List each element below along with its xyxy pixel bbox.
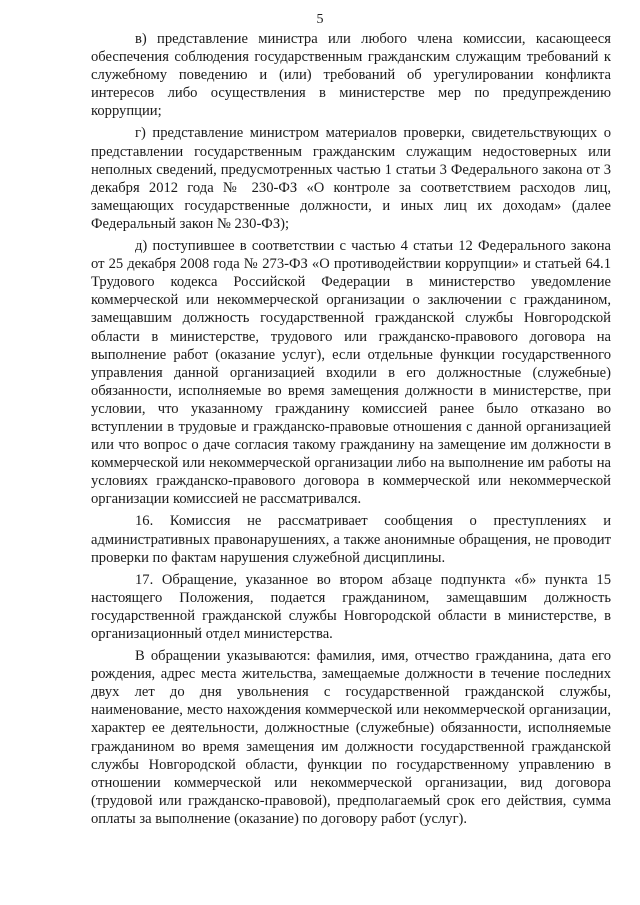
paragraph-item-16: 16. Комиссия не рассматривает сообщения о преступлениях и административных правонарушениях, а также анонимные обращения, не проводит проверки по фактам нарушения служебной дисциплины.: [91, 513, 611, 566]
paragraph-appeal-contents: В обращении указываются: фамилия, имя, отчество гражданина, дата его рождения, адрес места жительства, замещаемые должности в течение последних двух лет до дня увольнения с государственной гражданской службы, наименование, место нахождения коммерческой или некоммерческой организации, характер ее деятельности, должностные (служебные) обязанности, исполняемые гражданином во время замещения им должности государственной гражданской службы Новгородской области, функции по государственному управлению в отношении коммерческой или некоммерческой организации, вид договора (трудовой или гражданско-правовой), предполагаемый срок его действия, сумма оплаты за выполнение (оказание) по договору работ (услуг).: [91, 648, 611, 827]
paragraph-clause-v: в) представление министра или любого члена комиссии, касающееся обеспечения соблюдения государственным гражданским служащим требований к служебному поведению и (или) требований об урегулировании конфликта интересов либо осуществления в министерстве мер по предупреждению коррупции;: [91, 31, 611, 120]
paragraph-clause-g: г) представление министром материалов проверки, свидетельствующих о представлении государственным гражданским служащим недостоверных или неполных сведений, предусмотренных частью 1 статьи 3 Федерального закона от 3 декабря 2012 года № 230-ФЗ «О контроле за соответствием расходов лиц, замещающих государственные должности, и иных лиц их доходам» (далее Федеральный закон № 230-ФЗ);: [91, 125, 611, 232]
page-number: 5: [316, 12, 324, 27]
paragraph-item-17: 17. Обращение, указанное во втором абзаце подпункта «б» пункта 15 настоящего Положения, подается гражданином, замещавшим должность государственной гражданской службы Новгородской области в министерстве, в организационный отдел министерства.: [91, 571, 611, 642]
paragraph-clause-d: д) поступившее в соответствии с частью 4 статьи 12 Федерального закона от 25 декабря 2008 года № 273-ФЗ «О противодействии коррупции» и статьей 64.1 Трудового кодекса Российской Федерации в министерство уведомление коммерческой или некоммерческой организации о заключении с гражданином, замещавшим должность государственной гражданской службы Новгородской области в министерстве, трудового или гражданско-правового договора на выполнение работ (оказание услуг), если отдельные функции государственного управления данной организацией входили в его должностные (служебные) обязанности, исполняемые во время замещения должности в министерстве, при условии, что указанному гражданину комиссией ранее было отказано во вступлении в трудовые и гражданско-правовые отношения с данной организацией или что вопрос о даче согласия такому гражданину на замещение им должности в коммерческой или некоммерческой организации либо на выполнение им работы на условиях гражданско-правового договора в коммерческой или некоммерческой организации комиссией не рассматривался.: [91, 238, 611, 508]
document-body: [91, 30, 611, 832]
